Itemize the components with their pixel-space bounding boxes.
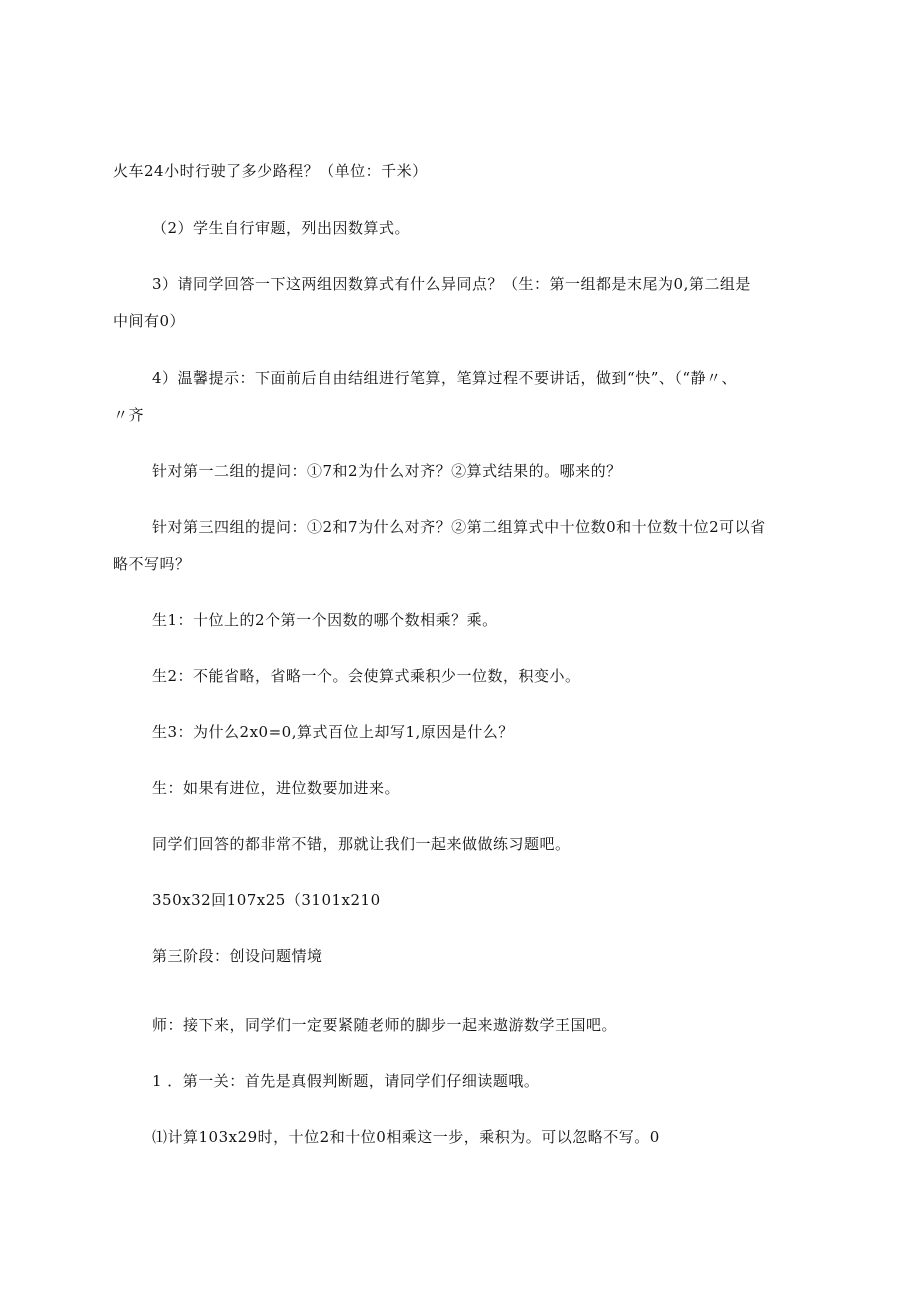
paragraph-step-3-line-2: 中间有0） bbox=[113, 312, 186, 330]
paragraph-step-3-line-1: 3）请同学回答一下这两组因数算式有什么异同点？（生：第一组都是末尾为0,第二组是 bbox=[152, 275, 751, 293]
paragraph-true-false-item-1: ⑴计算103x29时，十位2和十位0相乘这一步，乘积为。可以忽略不写。0 bbox=[152, 1128, 660, 1146]
paragraph-step-4-line-2: 〃齐 bbox=[113, 406, 145, 424]
paragraph-train-distance-question: 火车24小时行驶了多少路程？（单位：千米） bbox=[113, 162, 428, 180]
paragraph-question-groups-1-2: 针对第一二组的提问：①7和2为什么对齐？②算式结果的。哪来的？ bbox=[152, 462, 622, 480]
paragraph-question-groups-3-4-line-1: 针对第三四组的提问：①2和7为什么对齐？②第二组算式中十位数0和十位数十位2可以省 bbox=[152, 518, 766, 536]
paragraph-student-answer: 生：如果有进位，进位数要加进来。 bbox=[152, 779, 401, 797]
paragraph-step-2: （2）学生自行审题，列出因数算式。 bbox=[152, 219, 411, 237]
paragraph-student-3: 生3：为什么2x0=0,算式百位上却写1,原因是什么？ bbox=[152, 723, 514, 741]
paragraph-question-groups-3-4-line-2: 略不写吗？ bbox=[113, 555, 191, 573]
paragraph-student-1: 生1：十位上的2个第一个因数的哪个数相乘？乘。 bbox=[152, 611, 498, 629]
paragraph-praise: 同学们回答的都非常不错，那就让我们一起来做做练习题吧。 bbox=[152, 835, 571, 853]
paragraph-exercises: 350x32回107x25（3101x210 bbox=[152, 891, 381, 909]
paragraph-level-1: 1 ．第一关：首先是真假判断题，请同学们仔细读题哦。 bbox=[152, 1072, 540, 1090]
paragraph-teacher: 师：接下来，同学们一定要紧随老师的脚步一起来遨游数学王国吧。 bbox=[152, 1016, 618, 1034]
section-heading-stage-3: 第三阶段：创设问题情境 bbox=[152, 947, 323, 965]
paragraph-student-2: 生2：不能省略，省略一个。会使算式乘积少一位数，积变小。 bbox=[152, 667, 581, 685]
paragraph-step-4-line-1: 4）温馨提示：下面前后自由结组进行笔算，笔算过程不要讲话，做到“快”、（“静〃、 bbox=[152, 369, 738, 387]
